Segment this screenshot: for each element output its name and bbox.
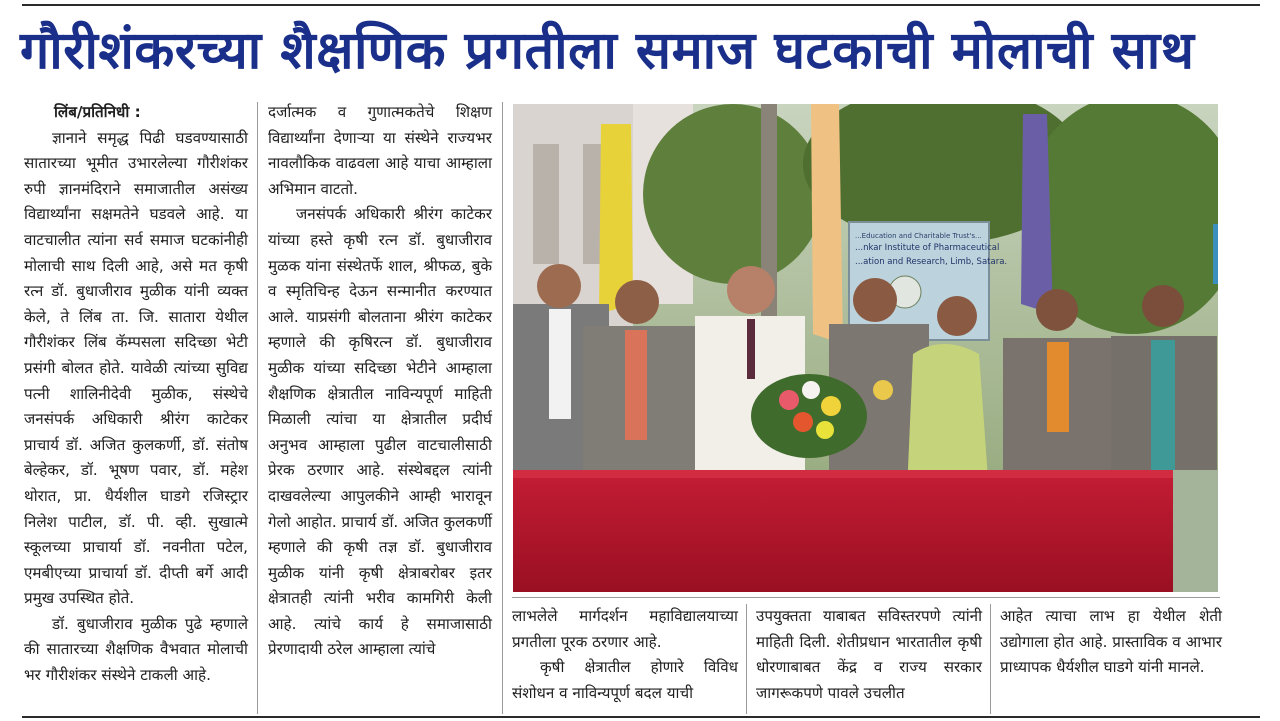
bottom-rule [22, 716, 1260, 718]
article-column-5 [1000, 604, 1222, 681]
paragraph: ज्ञानाने समृद्ध पिढी घडवण्यासाठी सातारच्या भूमीत उभारलेल्या गौरीशंकर रुपी ज्ञानमंदिराने समाजातील असंख्य विद्यार्थ्यांना सक्षमतेने घडवले आहे. या वाटचालीत त्यांना सर्व समाज घटकांनीही मोलाची साथ दिली आहे, असे मत कृषी रत्न डॉ. बुधाजीराव मुळीक यांनी व्यक्त केले, ते लिंब ता. जि. सातारा येथील गौरीशंकर लिंब कॅम्पसला सदिच्छा भेटी प्रसंगी बोलत होते. यावेळी त्यांच्या सुविद्य पत्नी शालिनीदेवी मुळीक, संस्थेचे जनसंपर्क अधिकारी श्रीरंग काटेकर प्राचार्य डॉ. अजित कुलकर्णी, डॉ. संतोष बेल्हेकर, डॉ. भूषण पवार, डॉ. महेश थोरात, प्रा. धैर्यशील घाडगे रजिस्ट्रार निलेश पाटील, डॉ. पी. व्ही. सुखात्मे स्कूलच्या प्राचार्या डॉ. नवनीता पटेल, एमबीएच्या प्राचार्या डॉ. दीप्ती बर्गे आदी प्रमुख उपस्थित होते. [24, 128, 248, 608]
sign-text: ...Education and Charitable Trust's... [855, 232, 982, 240]
article-column-2 [268, 100, 492, 663]
column-divider [746, 604, 747, 714]
sign-text: ...ation and Research, Limb, Satara. [855, 257, 1008, 267]
article-column-3 [512, 604, 738, 706]
paragraph: कृषी क्षेत्रातील होणारे विविध संशोधन व नाविन्यपूर्ण बदल याची [512, 658, 738, 702]
article-column-1 [24, 100, 248, 689]
paragraph: जनसंपर्क अधिकारी श्रीरंग काटेकर यांच्या हस्ते कृषी रत्न डॉ. बुधाजीराव मुळक यांना संस्थेतर्फे शाल, श्रीफळ, बुके व स्मृतिचिन्ह देऊन सन्मानीत करण्यात आले. याप्रसंगी बोलताना श्रीरंग काटेकर म्हणाले की कृषिरत्न डॉ. बुधाजीराव मुळीक यांच्या सदिच्छा भेटीने आम्हाला शैक्षणिक क्षेत्रातील नाविन्यपूर्ण माहिती मिळाली त्यांचा या क्षेत्रातील प्रदीर्घ अनुभव आम्हाला पुढील वाटचालीसाठी प्रेरक ठरणार आहे. संस्थेबद्दल त्यांनी दाखवलेल्या आपुलकीने आम्ही भारावून गेलो आहोत. प्राचार्य डॉ. अजित कुलकर्णी म्हणाले की कृषी तज्ञ डॉ. बुधाजीराव मुळीक यांनी कृषी क्षेत्राबरोबर इतर क्षेत्रातही त्यांनी भरीव कामगिरी केली आहे. त्यांचे कार्य हे समाजासाठी प्रेरणादायी ठरेल आम्हाला त्यांचे [268, 205, 492, 659]
headline: गौरीशंकरच्या शैक्षणिक प्रगतीला समाज घटकाची मोलाची साथ [20, 21, 1195, 81]
paragraph: डॉ. बुधाजीराव मुळीक पुढे म्हणाले की सातारच्या शैक्षणिक वैभवात मोलाची भर गौरीशंकर संस्थेने टाकली आहे. [24, 614, 248, 685]
byline: लिंब/प्रतिनिधी : [54, 103, 141, 121]
column-divider [502, 102, 503, 714]
photo-divider [512, 597, 1220, 598]
photo-illustration [513, 104, 1218, 592]
column-divider [990, 604, 991, 714]
top-rule [22, 4, 1260, 6]
article-column-4 [756, 604, 982, 706]
paragraph: आहेत त्याचा लाभ हा येथील शेती उद्योगाला होत आहे. प्रास्ताविक व आभार प्राध्यापक धैर्यशील घाडगे यांनी मानले. [1000, 607, 1222, 677]
paragraph: दर्जात्मक व गुणात्मकतेचे शिक्षण विद्यार्थ्यांना देणाऱ्या या संस्थेने राज्यभर नावलौकिक वाढवला आहे याचा आम्हाला अभिमान वाटतो. [268, 103, 492, 198]
paragraph: लाभलेले मार्गदर्शन महाविद्यालयाच्या प्रगतीला पूरक ठरणार आहे. [512, 607, 738, 651]
event-photo [513, 104, 1218, 592]
paragraph: उपयुक्तता याबाबत सविस्तरपणे त्यांनी माहिती दिली. शेतीप्रधान भारतातील कृषी धोरणाबाबत केंद्र व राज्य सरकार जागरूकपणे पावले उचलीत [756, 607, 982, 702]
column-divider [257, 102, 258, 714]
sign-text: ...nkar Institute of Pharmaceutical [855, 243, 1000, 253]
